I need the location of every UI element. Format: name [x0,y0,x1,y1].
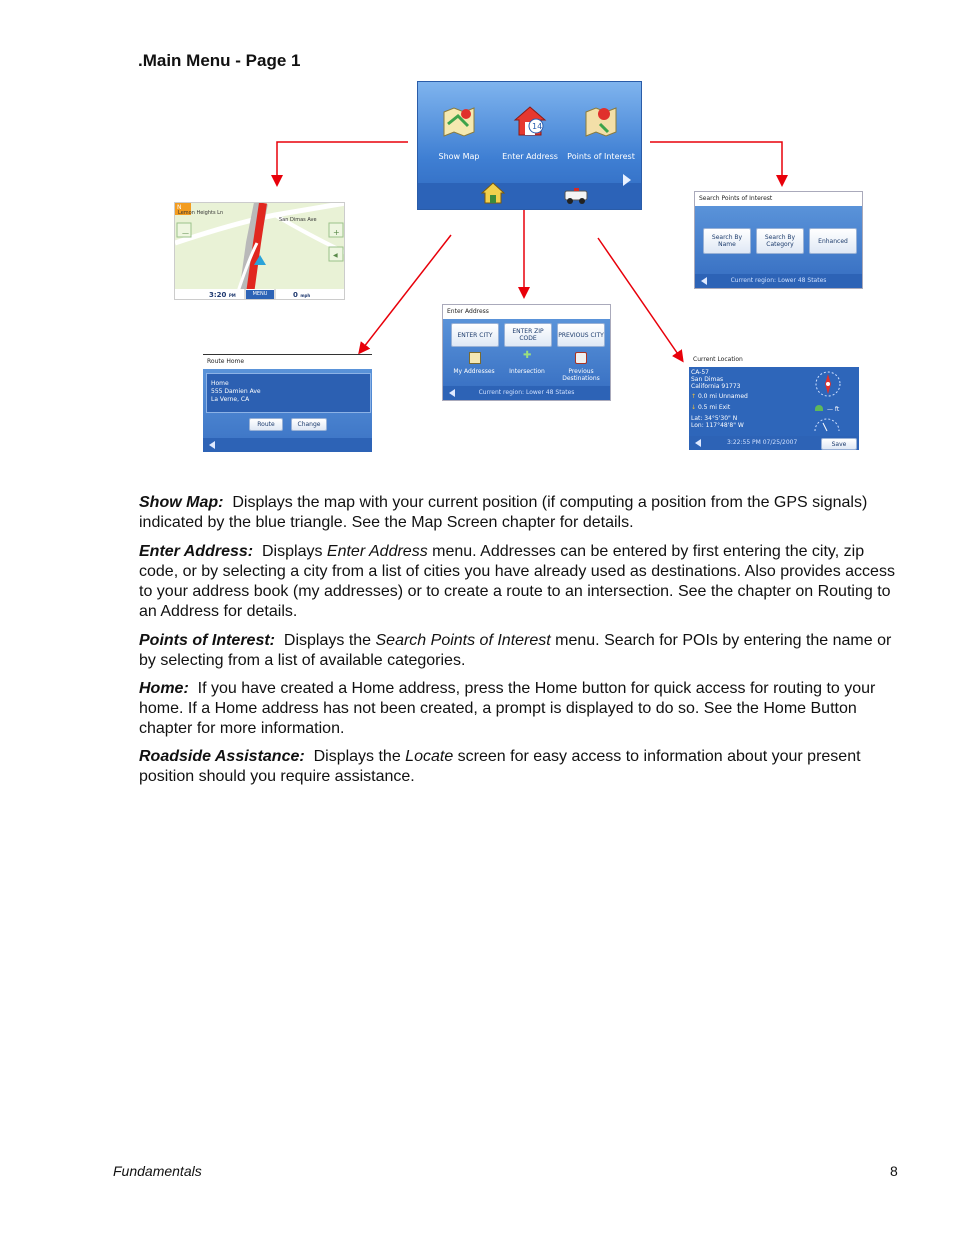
show-map-lead: Show Map: [139,494,224,511]
page-number: 8 [890,1163,898,1179]
longitude: Lon: 117°48'8" W [691,422,744,429]
svg-text:14: 14 [532,122,543,131]
home-lead: Home: [139,680,189,697]
enter-address-back-arrow-icon[interactable] [449,389,455,397]
enter-address-label[interactable]: Enter Address [502,152,558,161]
current-location-back-arrow-icon[interactable] [695,439,701,447]
poi-em: Search Points of Interest [375,632,551,649]
zoom-out-icon[interactable]: — [182,229,189,237]
route-home-footer [203,438,372,452]
latitude: Lat: 34°5'30" N [691,415,738,422]
enter-address-lead: Enter Address: [139,543,254,560]
main-menu-screen [417,81,642,210]
current-position-triangle-icon [254,255,266,265]
speedometer-icon [813,417,841,433]
show-map-text: Displays the map with your current position (if computing a position from the GPS signals) indicated by the blue triangle. See the Map Screen chapter for details. [139,494,868,531]
roadside-lead: Roadside Assistance: [139,748,305,765]
compass-icon [813,369,843,399]
points-of-interest-label[interactable]: Points of Interest [567,152,635,161]
intersection-label[interactable]: Intersection [509,368,545,375]
location-datetime: 3:22:55 PM 07/25/2007 [727,439,798,446]
poi-text: menu. Search for POIs by entering the name or by selecting from a list of available categories. [139,632,892,669]
location-road: CA-57 [691,369,709,376]
home-icon[interactable] [480,181,506,205]
enter-address-icon[interactable] [511,102,549,140]
description-home [139,679,899,739]
location-state: California 91773 [691,383,741,390]
roadside-text: screen for easy access to information about your present position should you require assistance. [139,748,861,785]
current-location-screen [689,353,859,450]
main-menu-bottom-bar [418,183,641,209]
nearby-unnamed: ↑ 0.0 mi Unnamed [691,393,748,400]
enter-address-header: Enter Address [443,305,610,319]
map-time: 3:20 [209,291,227,299]
description-enter-address [139,542,899,622]
enter-zip-code-button[interactable]: ENTER ZIP CODE [504,323,552,347]
route-button[interactable]: Route [249,418,283,431]
description-roadside-assistance [139,747,899,787]
route-home-back-arrow-icon[interactable] [209,441,215,449]
enter-address-em: Enter Address [326,543,428,560]
next-page-arrow-icon[interactable] [623,174,631,186]
roadside-em: Locate [405,748,454,765]
intersection-icon[interactable]: ✚ [523,350,532,361]
up-arrow-icon: ↑ [691,393,697,400]
nearby-exit: ↓ 0.5 mi Exit [691,404,731,411]
my-addresses-icon[interactable] [469,352,481,364]
map-street-right: San Dimas Ave [279,217,317,223]
arrow-to-route-home [360,235,451,352]
save-button[interactable]: Save [821,438,857,450]
arrow-to-poi [650,142,782,184]
show-map-label[interactable]: Show Map [438,152,480,161]
roadside-pre: Displays the [313,748,406,765]
enter-address-screen [442,304,611,401]
home-text: If you have created a Home address, press the Home button for quick access for routing to your home. If a Home address has not been created, a prompt is displayed to do so. See the Home Button chapter for more information. [139,680,876,737]
enhanced-button[interactable]: Enhanced [809,228,857,254]
show-map-icon[interactable] [440,102,478,140]
home-address-line-3: La Verne, CA [211,396,250,403]
arrow-to-map [277,142,408,184]
search-poi-header: Search Points of Interest [695,192,862,206]
search-by-category-button[interactable]: Search By Category [756,228,804,254]
footer-chapter: Fundamentals [113,1163,202,1179]
enter-address-pre: Displays [262,543,327,560]
home-address-box [206,373,371,413]
previous-city-button[interactable]: PREVIOUS CITY [557,323,605,347]
elevation-icon [815,405,823,411]
map-compass-label: N [177,204,182,211]
map-canvas [175,203,345,300]
search-poi-screen [694,191,863,289]
route-home-header: Route Home [203,355,372,369]
down-arrow-icon: ↓ [691,404,697,411]
search-by-name-button[interactable]: Search By Name [703,228,751,254]
zoom-in-icon[interactable]: + [333,228,340,237]
map-speed: 0 [293,291,298,299]
map-street-top: Lemon Heights Ln [178,210,224,216]
page-title: .Main Menu - Page 1 [138,51,301,70]
description-points-of-interest [139,631,899,671]
home-address-line-2: 555 Damien Ave [211,388,261,395]
roadside-assistance-icon[interactable] [562,185,592,205]
map-menu-button[interactable]: MENU [246,290,274,299]
previous-destinations-label[interactable]: Previous Destinations [562,368,600,382]
current-location-header: Current Location [689,353,859,367]
poi-pre: Displays the [283,632,376,649]
poi-lead: Points of Interest: [139,632,276,649]
my-addresses-label[interactable]: My Addresses [453,368,495,375]
change-button[interactable]: Change [291,418,327,431]
enter-address-text: menu. Addresses can be entered by first entering the city, zip code, or by selecting a city from a list of cities you have already used as destinations. Also provides access to your address book (my addresses) or to create a route to an intersection. See the chapter on Routing to an Address for details. [139,543,895,620]
previous-destinations-icon[interactable] [575,352,587,364]
back-arrow-icon[interactable] [701,277,707,285]
volume-icon[interactable]: ◀ [333,252,338,259]
map-speed-unit: mph [300,293,311,298]
enter-address-footer: Current region: Lower 48 States [443,386,610,400]
route-home-screen [203,354,372,452]
description-show-map [139,493,899,533]
location-city: San Dimas [691,376,724,383]
elevation-readout: — ft [827,406,840,413]
enter-city-button[interactable]: ENTER CITY [451,323,499,347]
points-of-interest-icon[interactable] [582,102,620,140]
map-time-unit: PM [228,293,236,298]
search-poi-footer: Current region: Lower 48 States [695,274,862,288]
home-address-line-1: Home [211,380,229,387]
map-screen [174,202,345,300]
